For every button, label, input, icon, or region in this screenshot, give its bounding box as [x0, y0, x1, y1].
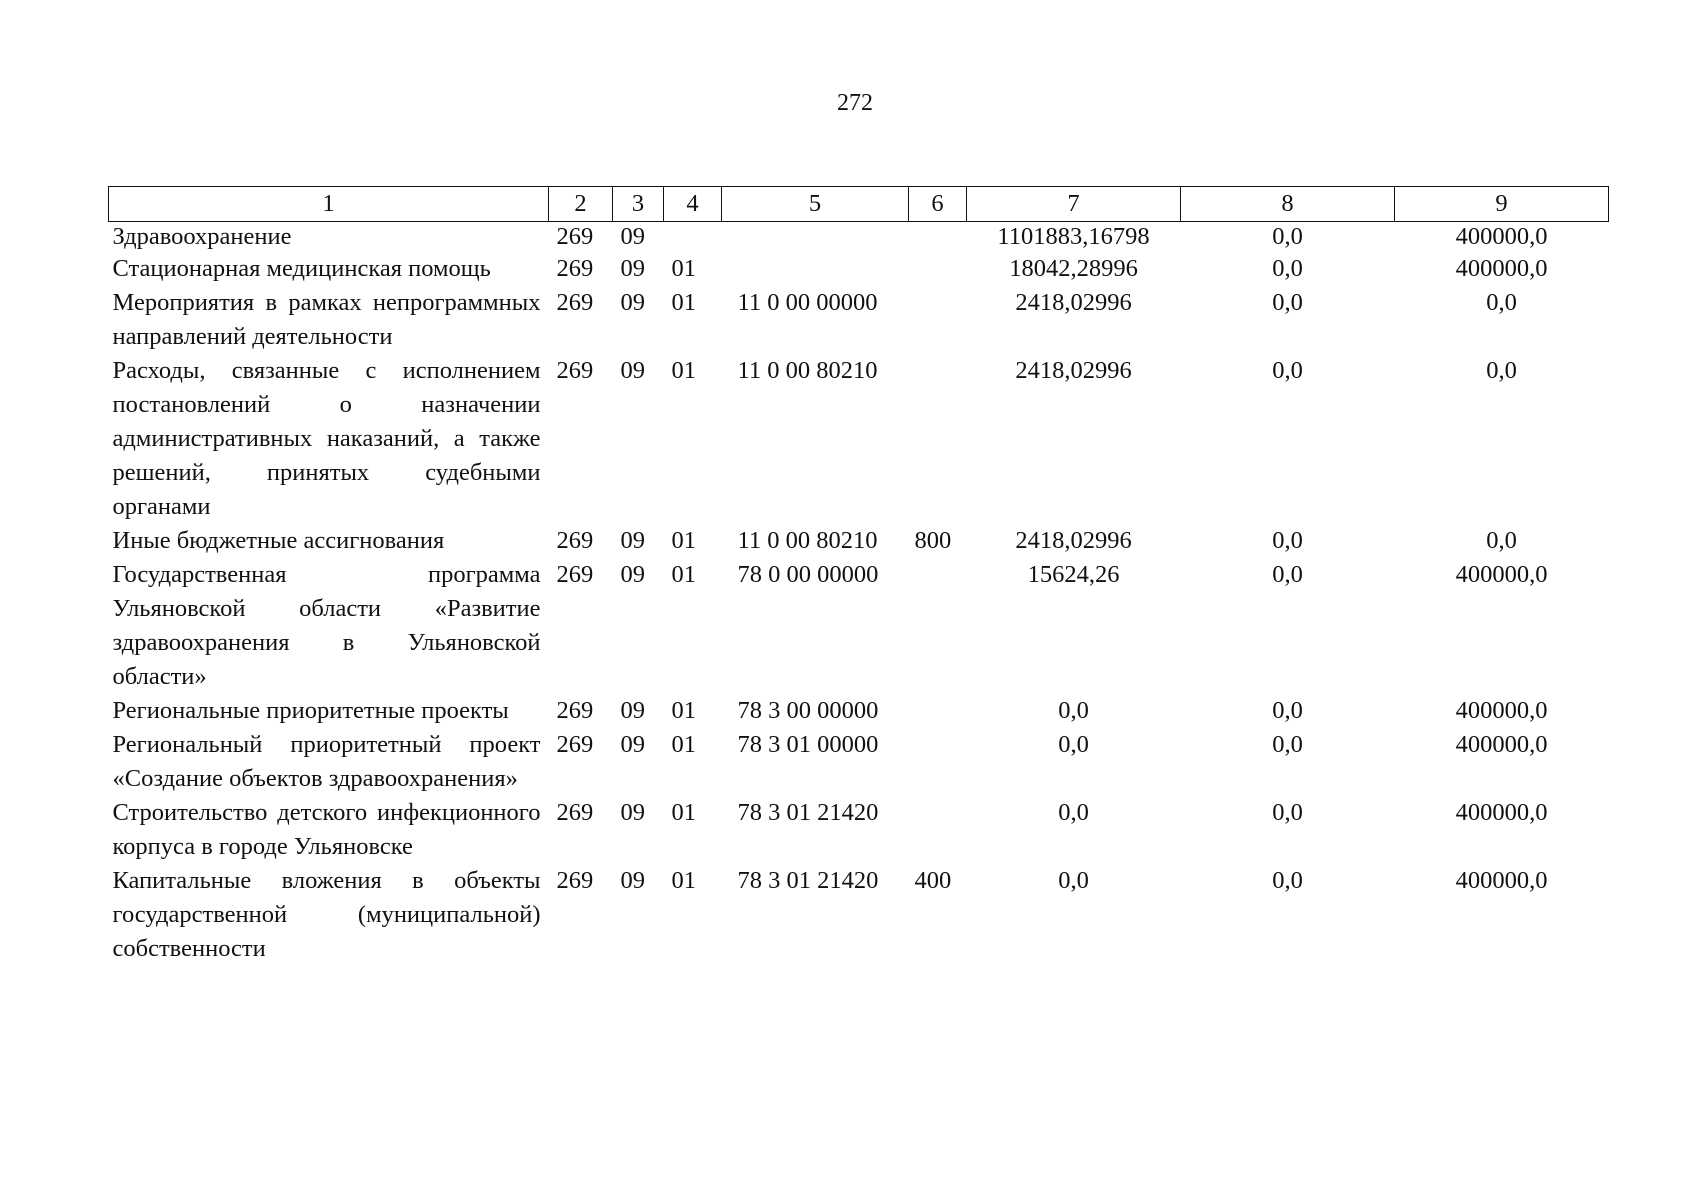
row-value-9: 0,0 — [1486, 357, 1517, 384]
row-code-2: 269 — [556, 255, 594, 282]
row-code-4: 01 — [671, 255, 696, 282]
row-code-6 — [909, 222, 967, 253]
row-code-4 — [664, 222, 722, 253]
row-name: Строительство детского инфекционного корпуса в городе Ульяновске — [112, 799, 541, 860]
row-code-2: 269 — [556, 289, 594, 316]
row-value-7: 0,0 — [1058, 799, 1089, 826]
row-value-7: 2418,02996 — [1015, 289, 1132, 316]
row-code-2: 269 — [556, 799, 594, 826]
row-code-6 — [909, 354, 967, 524]
row-code-3: 09 — [620, 731, 645, 758]
table-row — [109, 728, 1609, 796]
row-code-2: 269 — [556, 357, 594, 384]
table-header — [109, 187, 1609, 222]
row-code-6 — [909, 558, 967, 694]
table-row — [109, 286, 1609, 354]
row-code-5: 78 3 01 00000 — [737, 731, 879, 758]
table-row — [109, 558, 1609, 694]
row-value-7: 0,0 — [1058, 697, 1089, 724]
row-code-5: 78 0 00 00000 — [737, 561, 879, 588]
row-value-8: 0,0 — [1272, 697, 1303, 724]
row-code-3: 09 — [620, 255, 645, 282]
row-name: Расходы, связанные с исполнением постановлений о назначении административных наказаний, а также решений, принятых судебными органами — [112, 357, 541, 520]
row-code-6 — [909, 694, 967, 728]
table-header-row — [109, 187, 1609, 222]
row-code-3: 09 — [620, 223, 645, 250]
row-value-8: 0,0 — [1272, 357, 1303, 384]
table-row — [109, 796, 1609, 864]
row-code-3: 09 — [620, 697, 645, 724]
row-value-9: 400000,0 — [1455, 561, 1548, 588]
row-value-8: 0,0 — [1272, 527, 1303, 554]
row-value-8: 0,0 — [1272, 799, 1303, 826]
row-name: Капитальные вложения в объекты государственной (муниципальной) собственности — [112, 867, 541, 962]
row-value-8: 0,0 — [1272, 867, 1303, 894]
header-col-3: 3 — [613, 187, 664, 222]
row-value-7: 18042,28996 — [1009, 255, 1138, 282]
row-code-3: 09 — [620, 561, 645, 588]
table-row — [109, 694, 1609, 728]
row-value-9: 400000,0 — [1455, 731, 1548, 758]
row-code-4: 01 — [671, 731, 696, 758]
row-value-8: 0,0 — [1272, 561, 1303, 588]
row-code-3: 09 — [620, 799, 645, 826]
row-value-7: 2418,02996 — [1015, 357, 1132, 384]
row-name: Иные бюджетные ассигнования — [112, 527, 445, 554]
header-col-1: 1 — [109, 187, 549, 222]
row-code-5: 11 0 00 80210 — [737, 357, 878, 384]
row-code-4: 01 — [671, 289, 696, 316]
row-code-6: 800 — [914, 527, 952, 554]
row-code-4: 01 — [671, 799, 696, 826]
row-code-5 — [722, 222, 909, 253]
row-name: Здравоохранение — [112, 223, 292, 250]
row-code-5: 11 0 00 00000 — [737, 289, 878, 316]
row-name: Региональные приоритетные проекты — [112, 697, 509, 724]
row-code-5: 78 3 01 21420 — [737, 867, 879, 894]
row-value-7: 0,0 — [1058, 731, 1089, 758]
row-value-8: 0,0 — [1272, 731, 1303, 758]
table-row — [109, 354, 1609, 524]
table-row — [109, 222, 1609, 253]
row-value-8: 0,0 — [1272, 223, 1303, 250]
row-code-6 — [909, 728, 967, 796]
row-code-6 — [909, 286, 967, 354]
row-value-9: 0,0 — [1486, 527, 1517, 554]
budget-table — [108, 186, 1609, 966]
row-code-3: 09 — [620, 357, 645, 384]
row-value-9: 400000,0 — [1455, 255, 1548, 282]
row-value-9: 400000,0 — [1455, 697, 1548, 724]
table-row — [109, 864, 1609, 966]
row-code-4: 01 — [671, 697, 696, 724]
header-col-2: 2 — [549, 187, 613, 222]
row-value-9: 0,0 — [1486, 289, 1517, 316]
header-col-9: 9 — [1395, 187, 1609, 222]
row-code-3: 09 — [620, 289, 645, 316]
row-code-4: 01 — [671, 357, 696, 384]
row-value-7: 2418,02996 — [1015, 527, 1132, 554]
page-number: 272 — [837, 90, 873, 116]
table-body — [109, 222, 1609, 967]
row-code-5: 78 3 01 21420 — [737, 799, 879, 826]
row-code-6 — [909, 252, 967, 286]
row-code-5 — [722, 252, 909, 286]
row-value-9: 400000,0 — [1455, 867, 1548, 894]
row-name: Региональный приоритетный проект «Создание объектов здравоохранения» — [112, 731, 541, 792]
row-code-4: 01 — [671, 867, 696, 894]
row-code-5: 78 3 00 00000 — [737, 697, 879, 724]
row-value-9: 400000,0 — [1455, 223, 1548, 250]
row-code-3: 09 — [620, 527, 645, 554]
row-value-8: 0,0 — [1272, 289, 1303, 316]
header-col-5: 5 — [722, 187, 909, 222]
row-code-2: 269 — [556, 223, 594, 250]
row-code-5: 11 0 00 80210 — [737, 527, 878, 554]
table-row — [109, 524, 1609, 558]
row-code-2: 269 — [556, 867, 594, 894]
row-code-2: 269 — [556, 697, 594, 724]
table-row — [109, 252, 1609, 286]
header-col-6: 6 — [909, 187, 967, 222]
row-value-7: 0,0 — [1058, 867, 1089, 894]
row-code-4: 01 — [671, 561, 696, 588]
row-name: Государственная программа Ульяновской области «Развитие здравоохранения в Ульяновской области» — [112, 561, 541, 690]
row-code-4: 01 — [671, 527, 696, 554]
header-col-8: 8 — [1181, 187, 1395, 222]
row-code-6: 400 — [914, 867, 952, 894]
row-code-2: 269 — [556, 527, 594, 554]
row-value-7: 1101883,16798 — [997, 223, 1150, 250]
row-name: Мероприятия в рамках непрограммных направлений деятельности — [112, 289, 541, 350]
row-code-2: 269 — [556, 561, 594, 588]
row-code-6 — [909, 796, 967, 864]
row-value-9: 400000,0 — [1455, 799, 1548, 826]
row-code-2: 269 — [556, 731, 594, 758]
row-name: Стационарная медицинская помощь — [112, 255, 491, 282]
row-code-3: 09 — [620, 867, 645, 894]
row-value-7: 15624,26 — [1027, 561, 1120, 588]
header-col-4: 4 — [664, 187, 722, 222]
header-col-7: 7 — [967, 187, 1181, 222]
row-value-8: 0,0 — [1272, 255, 1303, 282]
